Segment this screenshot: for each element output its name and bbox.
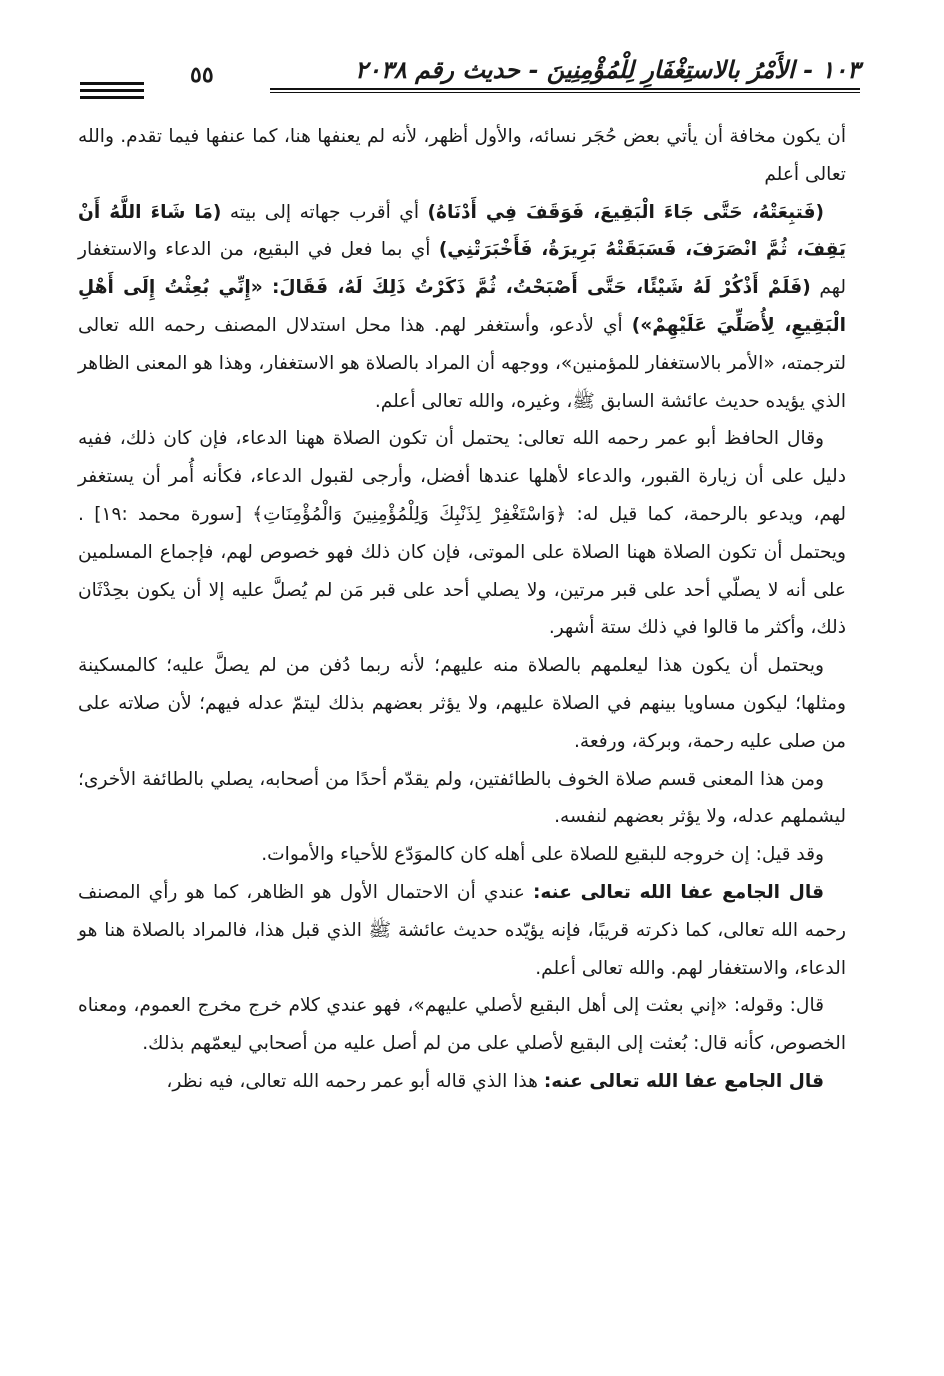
paragraph-7 — [78, 874, 846, 987]
text-run: أي بما فعل في البقيع، من الدعاء والاستغفار لهم — [78, 239, 846, 299]
header-rule-short — [80, 96, 144, 99]
header-rule-short — [80, 89, 144, 92]
paragraph-6 — [78, 836, 846, 874]
text-run: أي لأدعو، وأستغفر لهم. هذا محل استدلال المصنف رحمه الله تعالى لترجمته، «الأمر بالاستغفار للمؤمنين»، ووجهه أن المراد بالصلاة هو الاستغفار، وهذا هو المعنى الظاهر الذي يؤيده حديث عائشة السابق ﷺ، وغيره، والله تعالى أعلم. — [78, 314, 846, 412]
text-run: [سورة محمد :١٩] . ويحتمل أن تكون الصلاة ههنا الصلاة على الموتى، فإن كان ذلك فهو خصوص لهم، فإجماع المسلمين على أنه لا يصلّي أحد على قبر مرتين، ولا يصلي أحد على قبر مَن لم يُصلَّ عليه إلا أن يكون بحِدْثَان ذلك، وأكثر ما قالوا في ذلك ستة أشهر. — [78, 503, 846, 639]
author-label: قال الجامع عفا الله تعالى عنه: — [543, 1070, 824, 1092]
hadith-text: (مَا شَاءَ اللَّهُ أَنْ يَقِفَ، ثُمَّ انْصَرَفَ، فَسَبَقَتْهُ بَرِيرَةُ، فَأَخْبَرَتْنِي) — [78, 201, 846, 261]
text-run: ومن هذا المعنى قسم صلاة الخوف بالطائفتين، ولم يقدّم أحدًا من أصحابه، يصلي بالطائفة الأخرى؛ ليشملهم عدله، ولا يؤثر بعضهم لنفسه. — [78, 768, 846, 828]
hadith-text: (فَلَمْ أَذْكُرْ لَهُ شَيْئًا، حَتَّى أَصْبَحْتُ، ثُمَّ ذَكَرْتُ ذَلِكَ لَهُ، فَقَالَ: «إِنِّي بُعِثْتُ إِلَى أَهْلِ الْبَقِيعِ، لِأُصَلِّيَ عَلَيْهِمْ») — [78, 277, 847, 336]
author-label: قال الجامع عفا الله تعالى عنه: — [532, 881, 824, 903]
header-rule — [270, 88, 860, 93]
page-number: ٥٥ — [190, 62, 214, 88]
paragraph-8 — [78, 987, 846, 1063]
running-title: ١٠٣ - الأَمْرُ بالاستِغْفَارِ لِلْمُؤْمِنِينَ - حديث رقم ٢٠٣٨ — [355, 55, 860, 84]
text-run: ويحتمل أن يكون هذا ليعلمهم بالصلاة منه عليهم؛ لأنه ربما دُفن من لم يصلَّ عليه؛ كالمسكينة ومثلها؛ ليكون مساويا بينهم في الصلاة عليهم، ولا يؤثر بعضهم بذلك ليتمّ عدله فيهم؛ لأن صلاته على من صلى عليه رحمة، وبركة، ورفعة. — [78, 655, 846, 752]
paragraph-4 — [78, 647, 846, 760]
paragraph-3 — [78, 420, 846, 647]
paragraph-1 — [78, 118, 846, 194]
text-run: أي أقرب جهاته إلى بيته — [221, 201, 428, 223]
header-rule-short — [80, 82, 144, 85]
quran-verse: ﴿وَاسْتَغْفِرْ لِذَنْبِكَ وَلِلْمُؤْمِنِينَ وَالْمُؤْمِنَاتِ﴾ — [252, 503, 567, 525]
text-run: وقد قيل: إن خروجه للبقيع للصلاة على أهله كان كالموَدّع للأحياء والأموات. — [261, 844, 824, 866]
paragraph-9 — [78, 1063, 846, 1101]
paragraph-2 — [78, 194, 846, 421]
text-run: وقال الحافظ أبو عمر رحمه الله تعالى: يحتمل أن تكون الصلاة ههنا الدعاء، فإن كان ذلك، ففيه دليل على أن زيارة القبور، والدعاء لأهلها عندها أفضل، وأرجى لقبول الدعاء، فكأنه أُمر أن يستغفر لهم، ويدعو بالرحمة، كما قيل له: — [78, 428, 846, 525]
text-run: قال: وقوله: «إني بعثت إلى أهل البقيع لأصلي عليهم»، فهو عندي كلام خرج مخرج العموم، ومعناه الخصوص، كأنه قال: بُعثت إلى البقيع لأصلي على من لم أصل عليه من أصحابي ليعمّهم بذلك. — [78, 995, 846, 1055]
page-header — [80, 54, 860, 100]
text-run: هذا الذي قاله أبو عمر رحمه الله تعالى، فيه نظر، — [166, 1070, 544, 1092]
body-text — [78, 118, 846, 1101]
hadith-text: (فَتبِعَتْهُ، حَتَّى جَاءَ الْبَقِيعَ، فَوَقَفَ فِي أَدْنَاهُ) — [427, 201, 824, 223]
text-run: عندي أن الاحتمال الأول هو الظاهر، كما هو رأي المصنف رحمه الله تعالى، كما ذكرته قريبًا، فإنه يؤيّده حديث عائشة ﷺ الذي قبل هذا، فالمراد بالصلاة هنا هو الدعاء، والاستغفار لهم. والله تعالى أعلم. — [78, 881, 846, 979]
text-run: أن يكون مخافة أن يأتي بعض حُجَر نسائه، والأول أظهر، لأنه لم يعنفها هنا، كما عنفها فيما تقدم. والله تعالى أعلم — [78, 126, 846, 185]
paragraph-5 — [78, 761, 846, 837]
